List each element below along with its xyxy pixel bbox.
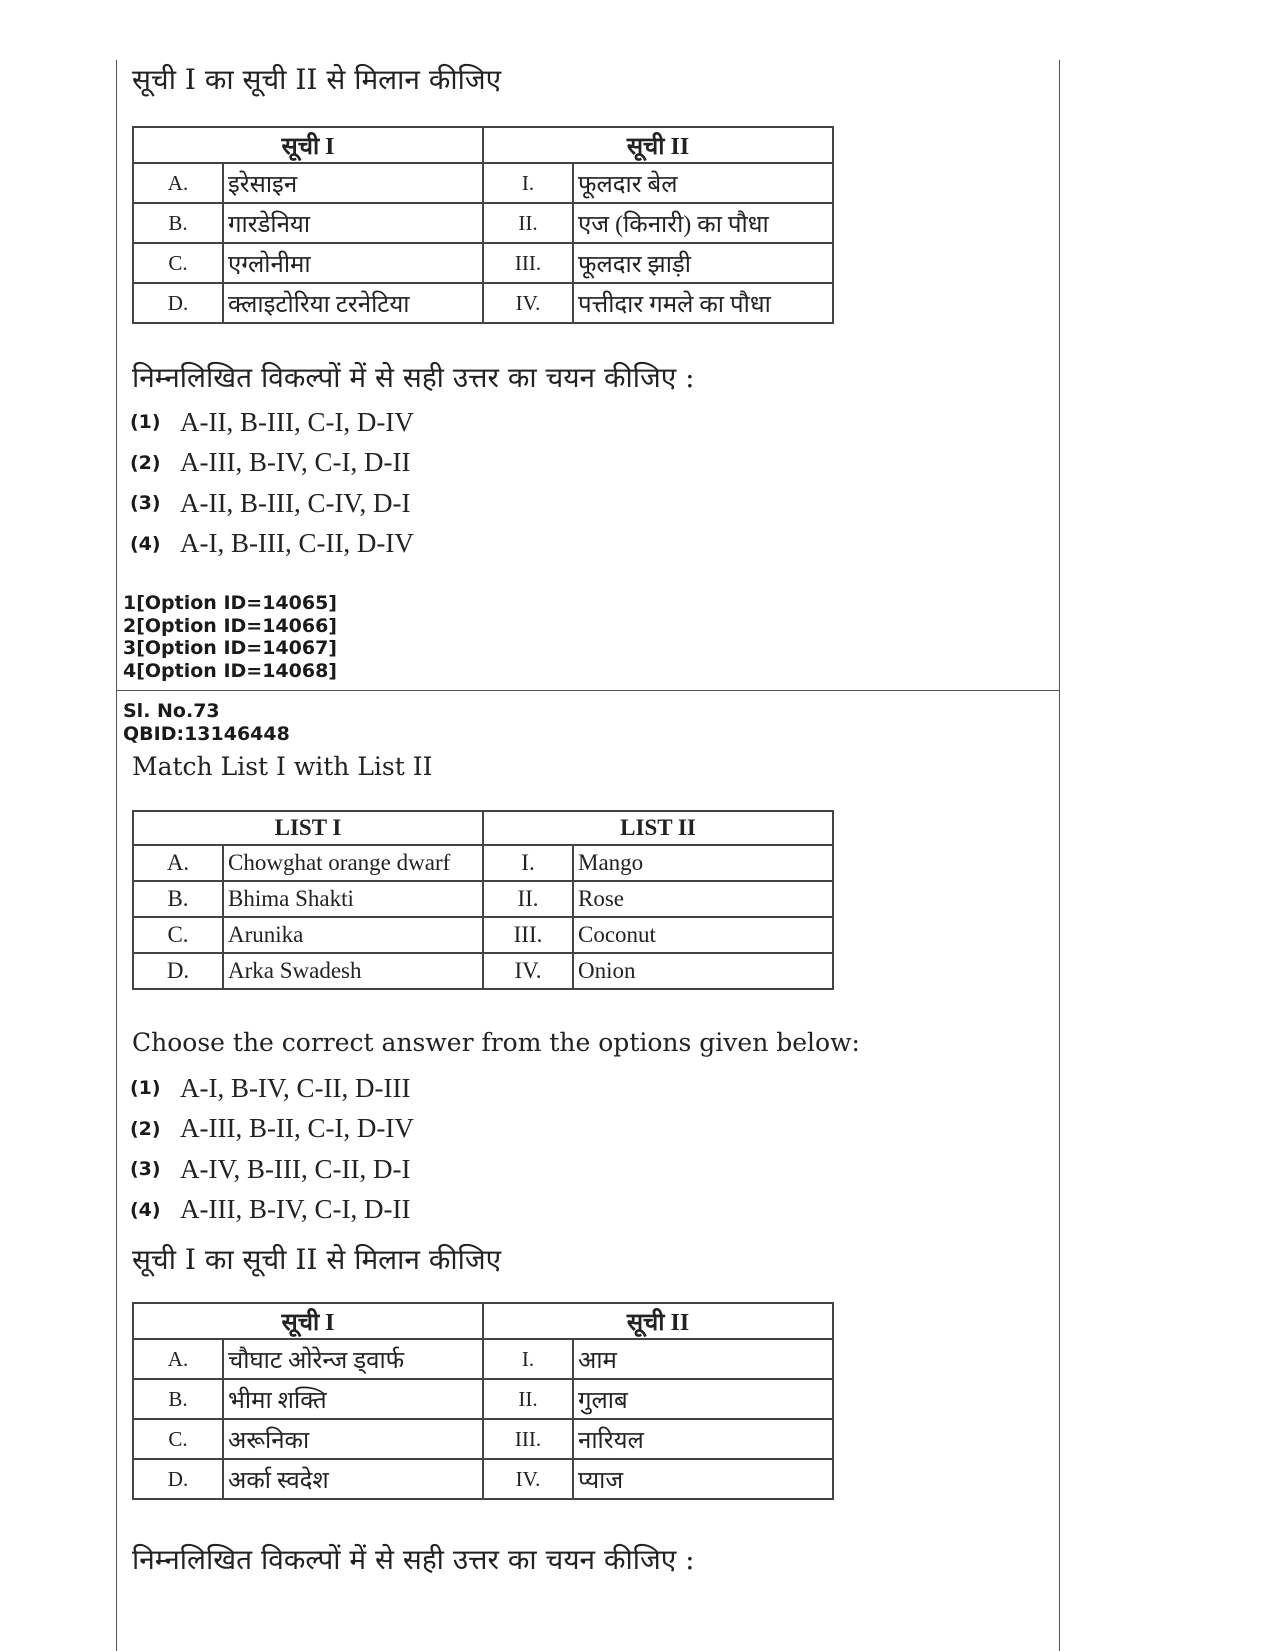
list-1-item: गारडेनिया: [223, 203, 483, 243]
q73-english-match-table: [132, 810, 834, 990]
q73-options-list: [130, 1068, 414, 1230]
list-1-item: Bhima Shakti: [223, 881, 483, 917]
table-row: [133, 881, 833, 917]
list-1-item: इरेसाइन: [223, 163, 483, 203]
list-1-item: एग्लोनीमा: [223, 243, 483, 283]
row-numeral: II.: [483, 1379, 573, 1419]
table-row: [133, 1339, 833, 1379]
table-header-row: [133, 811, 833, 845]
option-item[interactable]: [130, 1068, 414, 1109]
table-row: [133, 1459, 833, 1499]
row-numeral: IV.: [483, 1459, 573, 1499]
list-1-item: Chowghat orange dwarf: [223, 845, 483, 881]
table-row: [133, 953, 833, 989]
table-row: [133, 1419, 833, 1459]
row-numeral: IV.: [483, 283, 573, 323]
row-numeral: III.: [483, 1419, 573, 1459]
option-number: (4): [130, 532, 161, 555]
question-bank-id: QBID:13146448: [123, 723, 290, 745]
list-2-item: गुलाब: [573, 1379, 833, 1419]
row-letter: B.: [133, 1379, 223, 1419]
list-2-item: आम: [573, 1339, 833, 1379]
row-letter: D.: [133, 953, 223, 989]
row-numeral: I.: [483, 1339, 573, 1379]
list-2-item: फूलदार झाड़ी: [573, 243, 833, 283]
option-text: A-III, B-IV, C-I, D-II: [180, 1194, 411, 1225]
table-row: [133, 845, 833, 881]
list-2-item: Coconut: [573, 917, 833, 953]
list-2-item: Mango: [573, 845, 833, 881]
q73-hindi-heading: सूची I का सूची II से मिलान कीजिए: [132, 1243, 502, 1276]
table-row: [133, 1379, 833, 1419]
option-id: 1[Option ID=14065]: [123, 592, 337, 614]
option-text: A-I, B-III, C-II, D-IV: [180, 528, 414, 559]
row-letter: B.: [133, 881, 223, 917]
option-number: (1): [130, 411, 161, 434]
option-number: (3): [130, 1158, 161, 1181]
question-divider: [116, 690, 1060, 691]
list-2-header: सूची II: [483, 1303, 833, 1339]
option-number: (3): [130, 492, 161, 515]
row-numeral: IV.: [483, 953, 573, 989]
option-item[interactable]: [130, 483, 414, 524]
list-1-header: सूची I: [133, 127, 483, 163]
list-1-item: Arka Swadesh: [223, 953, 483, 989]
row-letter: A.: [133, 163, 223, 203]
list-2-item: नारियल: [573, 1419, 833, 1459]
row-letter: C.: [133, 917, 223, 953]
row-numeral: III.: [483, 243, 573, 283]
list-1-item: अरूनिका: [223, 1419, 483, 1459]
row-letter: B.: [133, 203, 223, 243]
list-2-item: Rose: [573, 881, 833, 917]
table-row: [133, 163, 833, 203]
list-1-header: सूची I: [133, 1303, 483, 1339]
row-letter: A.: [133, 845, 223, 881]
option-number: (2): [130, 451, 161, 474]
table-row: [133, 283, 833, 323]
option-id: 4[Option ID=14068]: [123, 659, 337, 682]
table-row: [133, 203, 833, 243]
option-item[interactable]: [130, 1149, 414, 1190]
list-2-item: एज (किनारी) का पौधा: [573, 203, 833, 243]
option-item[interactable]: [130, 443, 414, 484]
table-row: [133, 917, 833, 953]
option-number: (4): [130, 1198, 161, 1221]
q73-meta: [123, 700, 290, 746]
option-number: (1): [130, 1077, 161, 1100]
q72-hindi-choose-text: निम्नलिखित विकल्पों में से सही उत्तर का चयन कीजिए :: [132, 361, 695, 394]
row-letter: D.: [133, 1459, 223, 1499]
option-item[interactable]: [130, 1190, 414, 1231]
option-item[interactable]: [130, 524, 414, 565]
option-text: A-II, B-III, C-IV, D-I: [180, 487, 411, 518]
row-letter: C.: [133, 1419, 223, 1459]
option-item[interactable]: [130, 402, 414, 443]
option-text: A-II, B-III, C-I, D-IV: [180, 406, 414, 437]
list-1-item: क्लाइटोरिया टरनेटिया: [223, 283, 483, 323]
row-numeral: II.: [483, 881, 573, 917]
list-2-item: पत्तीदार गमले का पौधा: [573, 283, 833, 323]
list-2-item: प्याज: [573, 1459, 833, 1499]
row-numeral: I.: [483, 845, 573, 881]
q73-hindi-match-table: [132, 1302, 834, 1500]
row-numeral: II.: [483, 203, 573, 243]
table-row: [133, 243, 833, 283]
table-header-row: [133, 127, 833, 163]
option-id: 3[Option ID=14067]: [123, 637, 337, 659]
q72-option-ids: [123, 592, 337, 682]
list-1-item: भीमा शक्ति: [223, 1379, 483, 1419]
list-1-item: चौघाट ओरेन्ज ड्वार्फ: [223, 1339, 483, 1379]
serial-number: Sl. No.73: [123, 700, 220, 722]
option-text: A-IV, B-III, C-II, D-I: [180, 1153, 411, 1184]
q72-hindi-heading: सूची I का सूची II से मिलान कीजिए: [132, 63, 502, 96]
q73-english-choose-text: Choose the correct answer from the options given below:: [132, 1028, 860, 1057]
q73-hindi-choose-text: निम्नलिखित विकल्पों में से सही उत्तर का चयन कीजिए :: [132, 1543, 695, 1576]
option-text: A-III, B-IV, C-I, D-II: [180, 447, 411, 478]
list-1-item: Arunika: [223, 917, 483, 953]
row-letter: C.: [133, 243, 223, 283]
option-text: A-I, B-IV, C-II, D-III: [180, 1072, 411, 1103]
q73-english-heading: Match List I with List II: [132, 752, 433, 781]
row-numeral: I.: [483, 163, 573, 203]
option-id: 2[Option ID=14066]: [123, 614, 337, 637]
list-2-header: सूची II: [483, 127, 833, 163]
list-1-header: LIST I: [133, 811, 483, 845]
row-letter: A.: [133, 1339, 223, 1379]
option-number: (2): [130, 1117, 161, 1140]
row-letter: D.: [133, 283, 223, 323]
list-1-item: अर्का स्वदेश: [223, 1459, 483, 1499]
list-2-item: Onion: [573, 953, 833, 989]
q72-hindi-match-table: [132, 126, 834, 324]
option-item[interactable]: [130, 1109, 414, 1150]
q72-options-list: [130, 402, 414, 564]
list-2-header: LIST II: [483, 811, 833, 845]
row-numeral: III.: [483, 917, 573, 953]
list-2-item: फूलदार बेल: [573, 163, 833, 203]
table-header-row: [133, 1303, 833, 1339]
option-text: A-III, B-II, C-I, D-IV: [180, 1113, 414, 1144]
